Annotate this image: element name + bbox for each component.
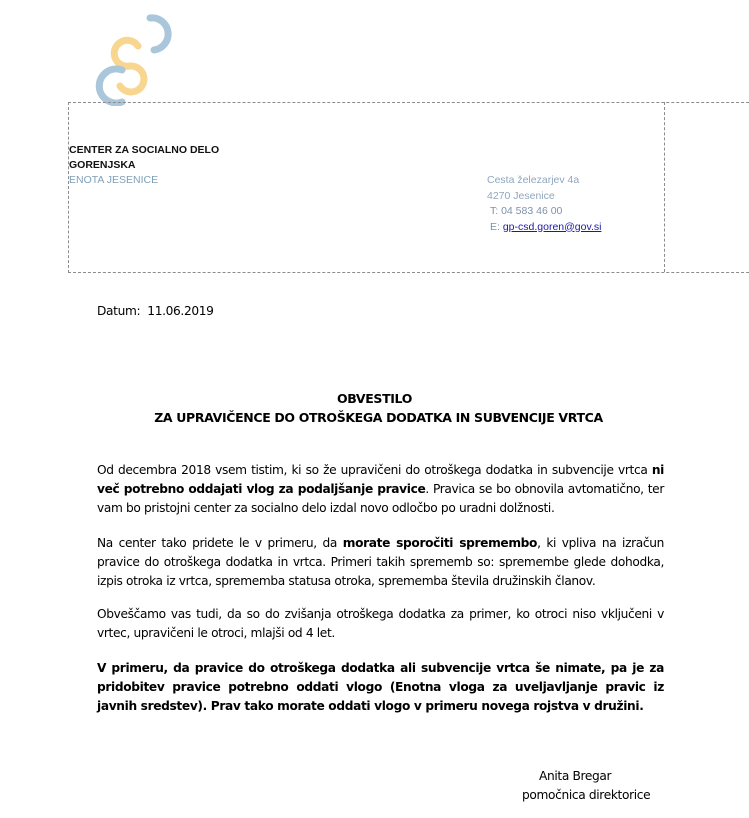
address-city: 4270 Jesenice (487, 189, 555, 202)
p1-text-c: . Pravica se bo obnovila avtomatično, ter vam bo pristojni center za socialno delo izdal novo odločbo po uradni dolžnosti. (97, 482, 664, 515)
signature-name: Anita Bregar (539, 769, 612, 783)
paragraph-2 (97, 534, 664, 591)
paragraph-1 (97, 461, 664, 518)
paragraph-3: Obveščamo vas tudi, da so do zvišanja otroškega dodatka za primer, ko otroci niso vključeni v vrtec, upravičeni le otroci, mlajši od 4 let. (97, 607, 664, 640)
date-line (97, 304, 214, 318)
title-line2: ZA UPRAVIČENCE DO OTROŠKEGA DODATKA IN SUBVENCIJE VRTCA (154, 410, 603, 425)
p2-bold: morate sporočiti spremembo (342, 536, 538, 550)
email-line (487, 220, 601, 236)
letterhead-divider (664, 102, 665, 272)
email-label: E: (490, 220, 503, 233)
org-unit: ENOTA JESENICE (69, 174, 159, 186)
p1-bold: ni več potrebno oddajati vlog za podaljšanje pravice (97, 463, 664, 496)
signature-role: pomočnica direktorice (522, 788, 651, 802)
date-value: 11.06.2019 (147, 304, 214, 318)
phone: T: 04 583 46 00 (490, 205, 563, 217)
title-line1: OBVESTILO (336, 391, 413, 406)
contact-block (487, 173, 601, 235)
p1-text-a: Od decembra 2018 vsem tistim, ki so že upravičeni do otroškega dodatka in subvencije vrtca (97, 463, 652, 477)
logo-arc-top-blue (150, 18, 168, 50)
p2-text-c: , ki vpliva na izračun pravice do otroškega dodatka in vrtca. Primeri takih sprememb so: spremembe glede dohodka, izpis otroka iz vrtca, sprememba statusa otroka, sprememba števila družinskih članov. (97, 536, 664, 588)
organization-block (69, 143, 219, 188)
paragraph-4: V primeru, da pravice do otroškega dodatka ali subvencije vrtca še nimate, pa je za pridobitev pravice potrebno oddati vlogo (Enotna vloga za uveljavljanje pravic iz javnih sredstev). Prav tako morate oddati vlogo v primeru novega rojstva v družini. (97, 661, 664, 713)
address-street: Cesta železarjev 4a (487, 174, 580, 186)
org-name-line2: GORENJSKA (69, 159, 136, 171)
p2-text-a: Na center tako pridete le v primeru, da (97, 536, 343, 550)
csd-logo-icon (92, 10, 176, 106)
date-label: Datum: (97, 304, 141, 318)
org-name-line1: CENTER ZA SOCIALNO DELO (69, 144, 220, 156)
email-link[interactable]: gp-csd.goren@gov.si (502, 220, 602, 233)
notice-title (0, 389, 749, 427)
